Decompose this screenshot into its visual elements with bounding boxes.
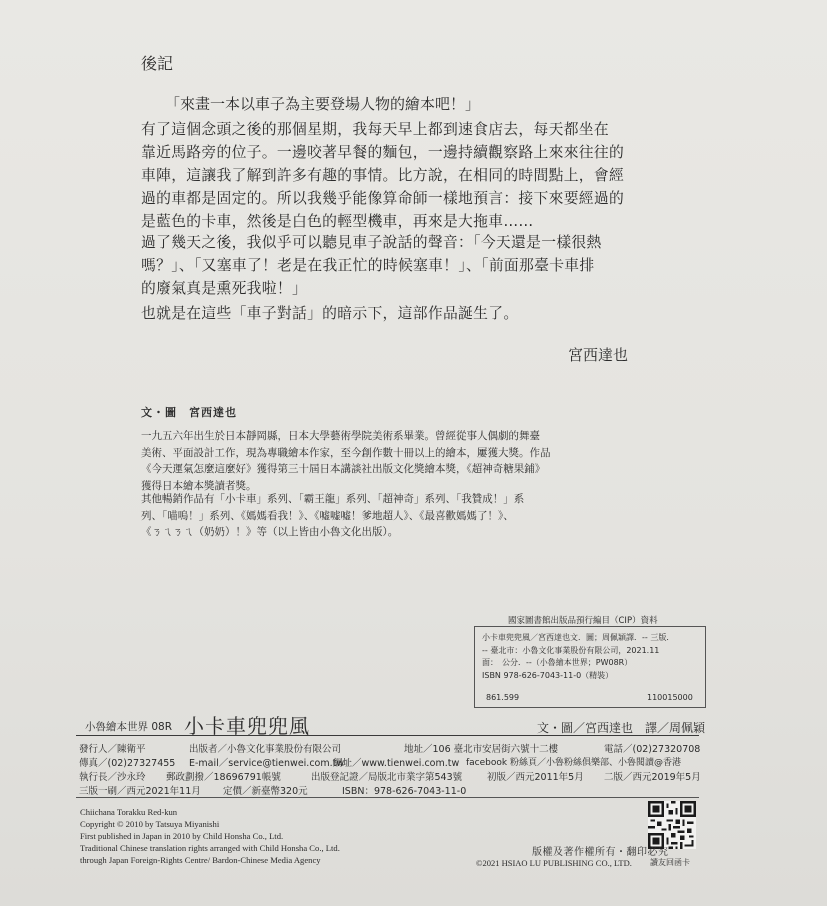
afterword-paragraph-1: 有了這個念頭之後的那個星期，我每天早上都到速食店去，每天都坐在 靠近馬路旁的位子。一邊咬著早餐的麵包，一邊持續觀察路上來來往往的 車陣，這讓我了解到許多有趣的事情。比方說，在相同的時間點上，會經 過的車都是固定的。所以我幾乎能像算命師一樣地預言：接下來要經過的 是藍色的卡車，然後是白色的輕型機車，再來是大拖車……	[141, 121, 625, 230]
afterword-title: 後記	[141, 54, 174, 73]
series-name: 小魯繪本世界 08R	[85, 721, 172, 733]
facebook-field: facebook 粉絲頁／小魯粉絲俱樂部、小魯閱讀@香港	[466, 758, 681, 768]
publisher-field: 出版者／小魯文化事業股份有限公司	[189, 744, 342, 755]
reader-card-label: 讀友回函卡	[650, 858, 690, 867]
bio-paragraph-1: 一九五六年出生於日本靜岡縣，日本大學藝術學院美術系畢業。曾經從事人偶劇的舞臺 美術、平面設計工作，現為專職繪本作家，至今創作數十冊以上的繪本，屢獲大獎。作品 《今天運氣怎麼這麼好》獲得第三十屆日本講談社出版文化獎繪本獎，《超神奇糖果鋪》 獲得日本繪本獎讀者獎。	[141, 430, 551, 492]
ceo-field: 執行長／沙永玲	[79, 772, 146, 783]
isbn-field: ISBN：978-626-7043-11-0	[342, 786, 467, 797]
english-copyright-block: Chiichana Torakku Red-kun Copyright © 2010 by Tatsuya Miyanishi First published in Japan in 2010 by Child Honsha Co., Ltd. Traditional Chinese translation rights arranged with Child Honsha Co., Ltd. through Japan Foreign-Rights Centre/ Bardon-Chinese Media Agency	[80, 807, 340, 865]
cip-title: 國家圖書館出版品預行編目（CIP）資料	[508, 616, 658, 626]
registration-field: 出版登記證／局版北市業字第543號	[311, 772, 463, 783]
website-field: 網址／www.tienwei.com.tw	[333, 758, 460, 769]
qr-code-icon[interactable]	[648, 801, 696, 849]
divider	[76, 735, 699, 736]
price-field: 定價／新臺幣320元	[223, 786, 308, 797]
afterword-signature: 宮西達也	[568, 346, 629, 364]
email-field: E-mail／service@tienwei.com.tw	[189, 758, 345, 769]
book-title: 小卡車兜兜風	[184, 714, 310, 738]
cip-record: 小卡車兜兜風／宮西達也文．圖；周佩穎譯．-- 三版． -- 臺北市：小魯文化事業股份有限公司，2021.11 面： 公分．--（小魯繪本世界；PW08R） ISBN 978-626-7043-11-0（精裝）	[482, 633, 675, 680]
second-edition-field: 二版／西元2019年5月	[604, 772, 701, 783]
phone-field: 電話／(02)27320708	[604, 744, 701, 755]
afterword-paragraph-2: 過了幾天之後，我似乎可以聽見車子說話的聲音：「今天還是一樣很熱 嗎？」、「又塞車了！老是在我正忙的時候塞車！」、「前面那臺卡車排 的廢氣真是熏死我啦！」	[141, 234, 602, 297]
publisher-field: 發行人／陳衛平	[79, 744, 146, 755]
divider	[76, 797, 699, 798]
bio-title: 文・圖 宮西達也	[141, 406, 237, 419]
bio-paragraph-2: 其他暢銷作品有「小卡車」系列、「霸王龍」系列、「超神奇」系列、「我贊成！」系 列、「喵嗚！」系列、《媽媽看我！》、《嘘嘘嘘！爹地超人》、《最喜歡媽媽了！》、 《ㄋㄟㄋㄟ（奶奶）！》等（以上皆由小魯文化出版）。	[141, 493, 525, 538]
address-field: 地址／106 臺北市安居街六號十二樓	[404, 744, 559, 755]
postal-field: 郵政劃撥／18696791帳號	[166, 772, 281, 783]
afterword-paragraph-3: 也就是在這些「車子對話」的暗示下，這部作品誕生了。	[141, 305, 519, 322]
fax-field: 傳真／(02)27327455	[79, 758, 176, 769]
rights-notice: 版權及著作權所有・翻印必究	[532, 847, 669, 858]
third-edition-field: 三版一刷／西元2021年11月	[79, 786, 201, 797]
cip-class-number: 861.599	[486, 693, 520, 702]
copyright-notice: ©2021 HSIAO LU PUBLISHING CO., LTD.	[476, 858, 632, 868]
afterword-quote: 「來畫一本以車子為主要登場人物的繪本吧！」	[165, 95, 481, 113]
cip-record-number: 110015000	[647, 693, 693, 702]
book-credits: 文・圖／宮西達也 譯／周佩穎	[537, 721, 706, 735]
first-edition-field: 初版／西元2011年5月	[487, 772, 584, 783]
